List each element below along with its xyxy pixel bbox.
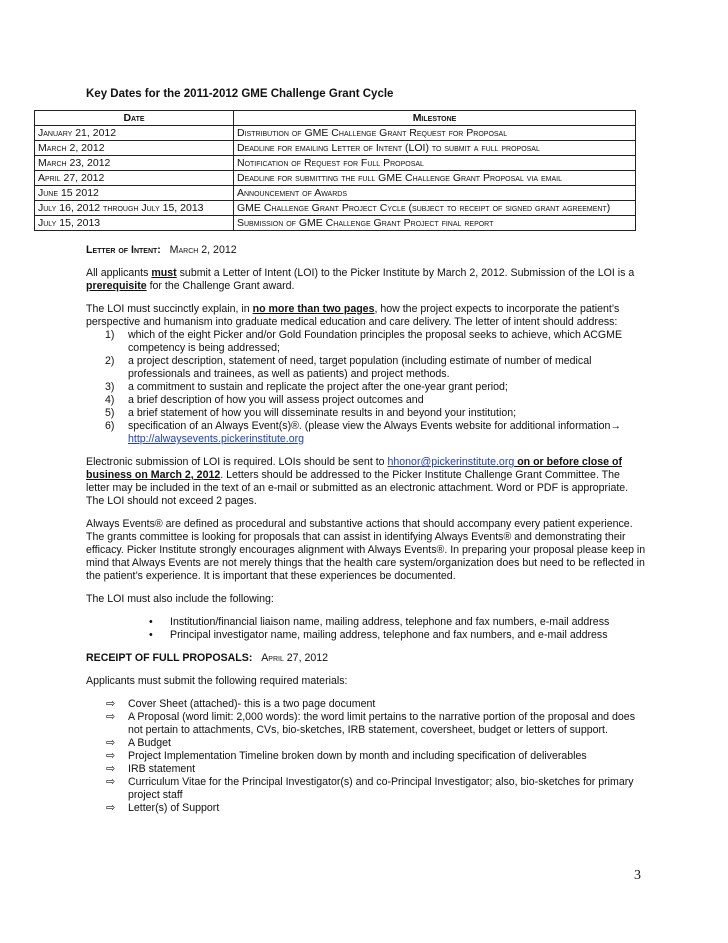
table-row <box>35 141 636 156</box>
item-text: Institution/financial liaison name, mailing address, telephone and fax numbers, e-mail address <box>170 616 610 628</box>
table-row <box>35 171 636 186</box>
loi-requirements-list <box>86 329 646 446</box>
table-row <box>35 156 636 171</box>
text-run: for the Challenge Grant award. <box>146 280 295 292</box>
item-text: a brief description of how you will assess project outcomes and <box>128 394 424 406</box>
arrow-right-icon: ⇨ <box>106 763 116 775</box>
page-number: 3 <box>634 868 641 883</box>
item-text: specification of an Always Event(s)®. (please view the Always Events website for additional information→ <box>128 420 621 432</box>
table-row <box>35 201 636 216</box>
milestone-cell: Submission of GME Challenge Grant Project final report <box>234 216 636 231</box>
list-item <box>86 355 646 381</box>
milestone-cell: Notification of Request for Full Proposal <box>234 156 636 171</box>
milestone-cell: Distribution of GME Challenge Grant Request for Proposal <box>234 126 636 141</box>
list-item <box>86 711 646 737</box>
item-text: Curriculum Vitae for the Principal Investigator(s) and co-Principal Investigator; also, bio-sketches for primary project staff <box>128 776 634 801</box>
page-title: Key Dates for the 2011-2012 GME Challenge Grant Cycle <box>86 88 394 100</box>
loi-include-list <box>86 616 646 642</box>
list-item <box>86 381 646 394</box>
item-text: a brief statement of how you will disseminate results in and beyond your institution; <box>128 407 517 419</box>
emphasis-prerequisite: prerequisite <box>86 280 147 292</box>
date-cell: July 15, 2013 <box>35 216 234 231</box>
key-dates-table <box>34 110 636 231</box>
text-run: The LOI must succinctly explain, in <box>86 303 253 315</box>
list-item <box>86 616 646 629</box>
item-number: 4) <box>105 394 115 406</box>
loi-heading-date: March 2, 2012 <box>169 244 237 256</box>
item-text: a commitment to sustain and replicate the project after the one-year grant period; <box>128 381 508 393</box>
item-text: Letter(s) of Support <box>128 802 220 814</box>
list-item <box>86 629 646 642</box>
emphasis-must: must <box>151 267 177 279</box>
text-run: . Letters should be addressed to the Picker Institute Challenge Grant Committee. The letter may be included in the text of an e-mail or submitted as an electronic attachment. Word or PDF is appropriate. The LOI should not exceed 2 pages. <box>86 469 629 507</box>
loi-heading <box>86 244 646 257</box>
date-cell: March 23, 2012 <box>35 156 234 171</box>
loi-paragraph-5: The LOI must also include the following: <box>86 593 274 605</box>
item-text: Project Implementation Timeline broken down by month and including specification of deliverables <box>128 750 587 762</box>
emphasis-deadline: on or before close of business on March 2, 2012 <box>86 456 622 481</box>
list-item <box>86 420 646 446</box>
item-number: 6) <box>105 420 115 432</box>
item-text: A Budget <box>128 737 172 749</box>
milestone-cell: Deadline for submitting the full GME Challenge Grant Proposal via email <box>234 171 636 186</box>
loi-paragraph-1 <box>86 267 646 293</box>
list-item <box>86 802 646 815</box>
item-number: 3) <box>105 381 115 393</box>
loi-paragraph-3 <box>86 456 646 508</box>
item-text: Cover Sheet (attached)- this is a two page document <box>128 698 376 710</box>
list-item <box>86 407 646 420</box>
text-run: submit a Letter of Intent (LOI) to the Picker Institute by March 2, 2012. Submission of the LOI is a <box>176 267 635 279</box>
date-cell: July 16, 2012 through July 15, 2013 <box>35 201 234 216</box>
table-row <box>35 126 636 141</box>
arrow-right-icon: ⇨ <box>106 711 116 723</box>
milestone-cell: Announcement of Awards <box>234 186 636 201</box>
item-number: 1) <box>105 329 115 341</box>
full-intro: Applicants must submit the following required materials: <box>86 675 348 687</box>
list-item <box>86 750 646 763</box>
list-item <box>86 394 646 407</box>
emphasis-page-limit: no more than two pages <box>252 303 375 315</box>
bullet-icon: • <box>149 629 153 641</box>
table-row <box>35 186 636 201</box>
arrow-right-icon: ⇨ <box>106 698 116 710</box>
arrow-right-icon: ⇨ <box>106 737 116 749</box>
date-cell: June 15 2012 <box>35 186 234 201</box>
full-proposals-heading <box>86 652 646 665</box>
arrow-right-icon: ⇨ <box>106 750 116 762</box>
full-heading-date: April 27, 2012 <box>261 652 329 664</box>
item-number: 2) <box>105 355 115 367</box>
item-text: which of the eight Picker and/or Gold Foundation principles the proposal seeks to achieve, which ACGME competency is being addressed; <box>128 329 623 354</box>
list-item <box>86 763 646 776</box>
date-cell: March 2, 2012 <box>35 141 234 156</box>
text-run: Electronic submission of LOI is required. LOIs should be sent to <box>86 456 388 468</box>
table-header-row <box>35 111 636 126</box>
submission-email-link[interactable]: hhonor@pickerinstitute.org <box>387 456 515 468</box>
milestone-cell: GME Challenge Grant Project Cycle (subject to receipt of signed grant agreement) <box>234 201 636 216</box>
required-materials-list <box>86 698 646 815</box>
arrow-right-icon: ⇨ <box>106 776 116 788</box>
table-row <box>35 216 636 231</box>
document-body <box>86 244 646 815</box>
list-item <box>86 329 646 355</box>
loi-paragraph-2 <box>86 303 646 329</box>
item-number: 5) <box>105 407 115 419</box>
header-milestone: Milestone <box>234 111 636 126</box>
loi-paragraph-4: Always Events® are defined as procedural and substantive actions that should accompany every patient experience. The grants committee is looking for proposals that can assist in identifying Always Events® and demonstrating their efficacy. Picker Institute strongly encourages alignment with Always Events®. In preparing your proposal please keep in mind that Always Events are not merely things that the health care system/organization does but need to be reflected in the patient’s experience. It is important that these experiences be documented. <box>86 518 646 582</box>
item-text: A Proposal (word limit: 2,000 words): the word limit pertains to the narrative portion of the proposal and does not pertain to attachments, CVs, bio-sketches, IRB statement, coversheet, budget or letters of support. <box>128 711 635 736</box>
text-run: All applicants <box>86 267 152 279</box>
always-events-link[interactable]: http://alwaysevents.pickerinstitute.org <box>128 433 305 445</box>
list-item <box>86 776 646 802</box>
list-item <box>86 737 646 750</box>
list-item <box>86 698 646 711</box>
item-text: a project description, statement of need, target population (including estimate of number of medical professionals and trainees, as well as patients) and project methods. <box>128 355 592 380</box>
full-heading-label: RECEIPT OF FULL PROPOSALS: <box>86 652 253 664</box>
bullet-icon: • <box>149 616 153 628</box>
loi-heading-label: Letter of Intent: <box>86 244 161 256</box>
text-run: , how the project expects to incorporate the patient’s perspective and humanism into graduate medical education and care delivery. The letter of intent should address: <box>86 303 620 328</box>
milestone-cell: Deadline for emailing Letter of Intent (LOI) to submit a full proposal <box>234 141 636 156</box>
item-text: IRB statement <box>128 763 196 775</box>
item-text: Principal investigator name, mailing address, telephone and fax numbers, and e-mail address <box>170 629 608 641</box>
date-cell: January 21, 2012 <box>35 126 234 141</box>
arrow-right-icon: ⇨ <box>106 802 116 814</box>
header-date: Date <box>35 111 234 126</box>
date-cell: April 27, 2012 <box>35 171 234 186</box>
